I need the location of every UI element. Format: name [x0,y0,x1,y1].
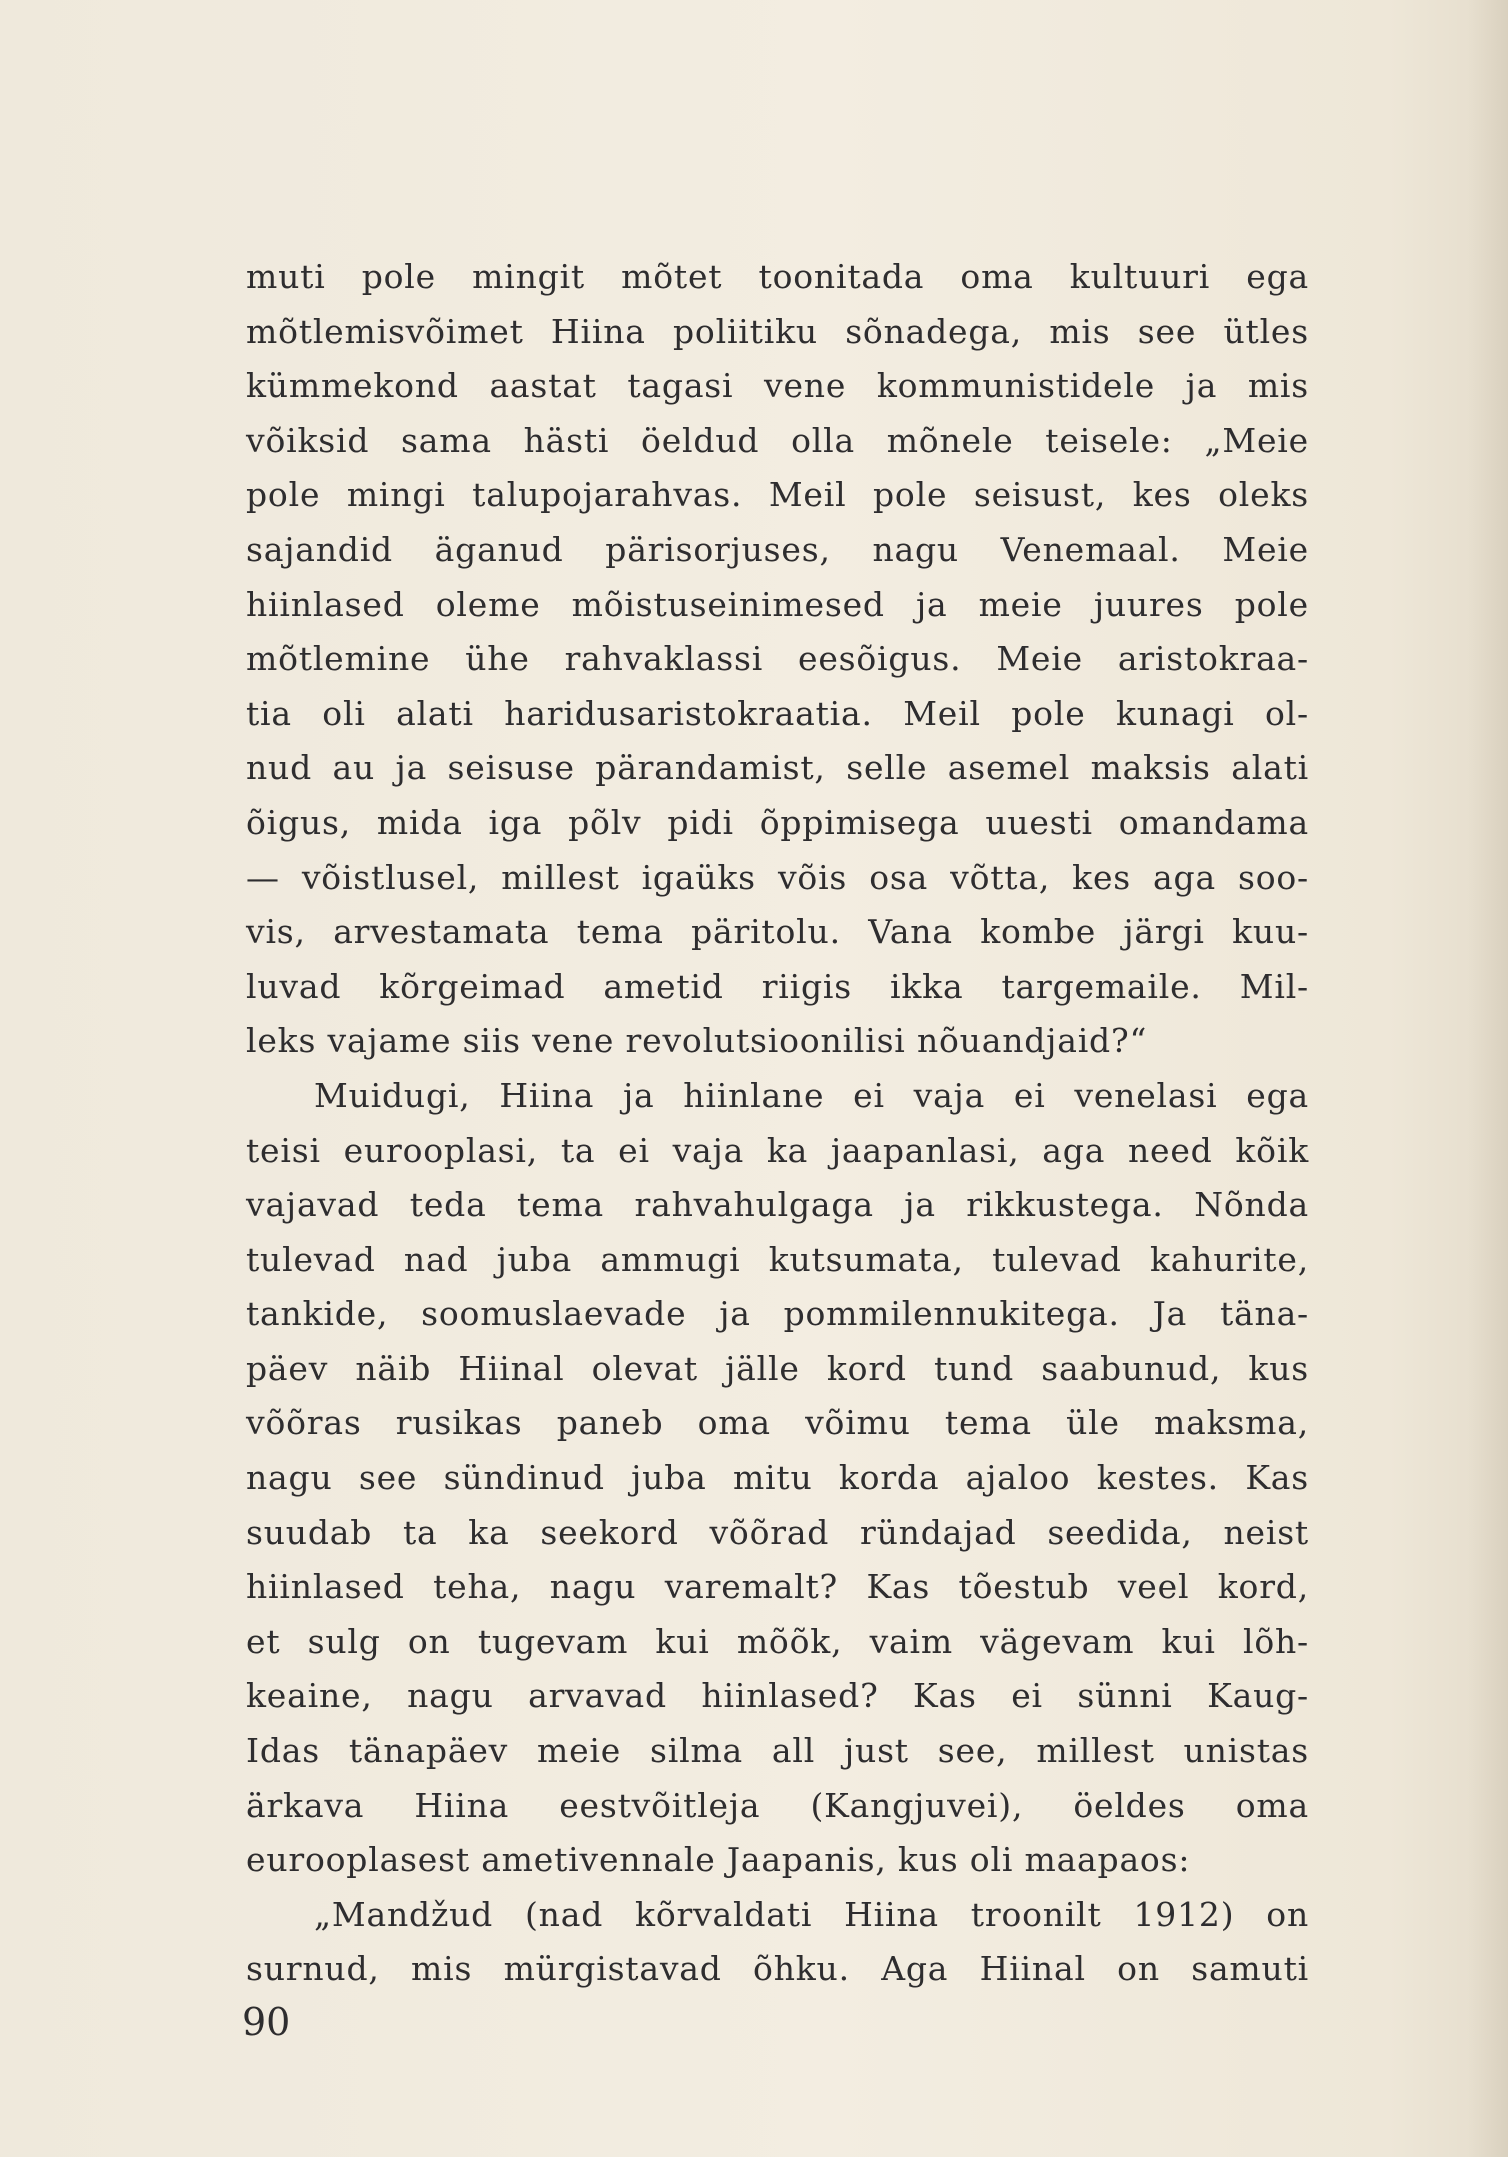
text-line: eurooplasest ametivennale Jaapanis, kus oli maapaos: [246,1840,1191,1880]
text-line: Idas tänapäev meie silma all just see, millest unistas [246,1731,1309,1771]
text-line: vis, arvestamata tema päritolu. Vana kombe järgi kuu- [246,912,1309,952]
paragraph-first-line: „Mandžud (nad kõrvaldati Hiina troonilt 1912) on [314,1894,1309,1934]
text-line: suudab ta ka seekord võõrad ründajad seedida, neist [246,1512,1309,1552]
text-line: keaine, nagu arvavad hiinlased? Kas ei sünni Kaug- [246,1676,1309,1716]
text-line: teisi eurooplasi, ta ei vaja ka jaapanlasi, aga need kõik [246,1130,1309,1170]
body-text [246,250,1309,1997]
text-line: päev näib Hiinal olevat jälle kord tund saabunud, kus [246,1348,1309,1388]
text-line: muti pole mingit mõtet toonitada oma kultuuri ega [246,257,1309,296]
text-line: tankide, soomuslaevade ja pommilennukitega. Ja täna- [246,1294,1309,1334]
page-number: 90 [242,2000,291,2044]
page-edge-shadow [1468,0,1508,2157]
text-line: õigus, mida iga põlv pidi õppimisega uuesti omandama [246,802,1309,842]
text-line: — võistlusel, millest igaüks võis osa võtta, kes aga soo- [246,857,1309,897]
paragraph-first-line: Muidugi, Hiina ja hiinlane ei vaja ei venelasi ega [314,1075,1309,1115]
text-line: vajavad teda tema rahvahulgaga ja rikkustega. Nõnda [246,1185,1309,1225]
text-line: kümmekond aastat tagasi vene kommunistidele ja mis [246,366,1309,406]
text-line: luvad kõrgeimad ametid riigis ikka targemaile. Mil- [246,966,1309,1006]
text-line: ärkava Hiina eestvõitleja (Kangjuvei), öeldes oma [246,1785,1309,1825]
text-line: hiinlased oleme mõistuseinimesed ja meie juures pole [246,584,1309,624]
text-line: mõtlemine ühe rahvaklassi eesõigus. Meie aristokraa- [246,639,1309,679]
text-line: pole mingi talupojarahvas. Meil pole seisust, kes oleks [246,475,1309,515]
text-line: tulevad nad juba ammugi kutsumata, tulevad kahurite, [246,1239,1309,1279]
text-line: et sulg on tugevam kui mõõk, vaim vägevam kui lõh- [246,1621,1309,1661]
text-line: sajandid äganud pärisorjuses, nagu Venemaal. Meie [246,529,1309,569]
text-line: hiinlased teha, nagu varemalt? Kas tõestub veel kord, [246,1567,1309,1607]
text-line: surnud, mis mürgistavad õhku. Aga Hiinal on samuti [246,1949,1309,1989]
text-line: mõtlemisvõimet Hiina poliitiku sõnadega, mis see ütles [246,311,1309,351]
text-line: nud au ja seisuse pärandamist, selle asemel maksis alati [246,748,1309,788]
text-line: nagu see sündinud juba mitu korda ajaloo kestes. Kas [246,1458,1309,1498]
text-line: võõras rusikas paneb oma võimu tema üle maksma, [246,1403,1309,1443]
text-line: võiksid sama hästi öeldud olla mõnele teisele: „Meie [246,420,1309,460]
text-line: leks vajame siis vene revolutsioonilisi nõuandjaid?“ [246,1021,1148,1061]
text-line: tia oli alati haridusaristokraatia. Meil pole kunagi ol- [246,693,1309,733]
